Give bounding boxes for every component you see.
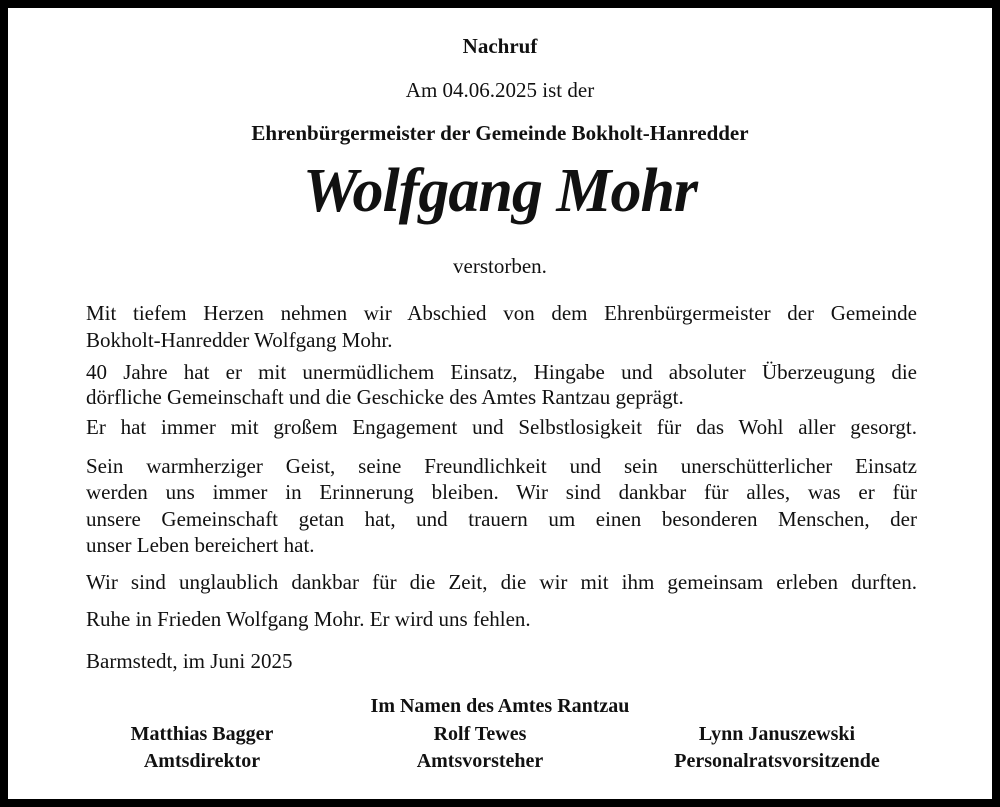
obituary-notice	[8, 8, 992, 799]
signatory-title: Amtsdirektor	[143, 750, 261, 772]
signatory-title: Personalratsvorsitzende	[674, 750, 880, 772]
signatory-1	[52, 723, 352, 773]
body-line: dörfliche Gemeinschaft und die Geschicke des Amtes Rantzau geprägt.	[86, 385, 684, 409]
body-line: Bokholt-Hanredder Wolfgang Mohr.	[86, 328, 393, 352]
signatory-name: Rolf Tewes	[433, 723, 527, 745]
body-line: Ruhe in Frieden Wolfgang Mohr. Er wird uns fehlen.	[86, 607, 531, 631]
signatory-title: Amtsvorsteher	[416, 750, 544, 772]
body-line: Er hat immer mit großem Engagement und Selbstlosigkeit für das Wohl aller gesorgt.	[86, 415, 917, 439]
body-line: Sein warmherziger Geist, seine Freundlichkeit und sein unerschütterlicher Einsatz	[86, 454, 917, 478]
intro-text: Am 04.06.2025 ist der	[405, 78, 595, 102]
body-line: werden uns immer in Erinnerung bleiben. Wir sind dankbar für alles, was er für	[86, 480, 917, 504]
signatory-name: Lynn Januszewski	[698, 723, 856, 745]
heading: Nachruf	[462, 34, 538, 58]
body-line: unsere Gemeinschaft getan hat, und trauern um einen besonderen Menschen, der	[86, 507, 917, 531]
deceased-text: verstorben.	[453, 254, 547, 278]
body-line: unser Leben bereichert hat.	[86, 533, 315, 557]
signatory-3	[627, 723, 927, 773]
place-date: Barmstedt, im Juni 2025	[86, 649, 293, 673]
on-behalf: Im Namen des Amtes Rantzau	[370, 695, 630, 717]
role-text: Ehrenbürgermeister der Gemeinde Bokholt-Hanredder	[251, 121, 749, 145]
signatory-name: Matthias Bagger	[130, 723, 274, 745]
signatory-2	[330, 723, 630, 773]
body-line: 40 Jahre hat er mit unermüdlichem Einsatz, Hingabe und absoluter Überzeugung die	[86, 360, 917, 384]
body-line: Mit tiefem Herzen nehmen wir Abschied von dem Ehrenbürgermeister der Gemeinde	[86, 301, 917, 325]
deceased-name: Wolfgang Mohr	[302, 157, 698, 225]
body-line: Wir sind unglaublich dankbar für die Zeit, die wir mit ihm gemeinsam erleben durften.	[86, 570, 917, 594]
